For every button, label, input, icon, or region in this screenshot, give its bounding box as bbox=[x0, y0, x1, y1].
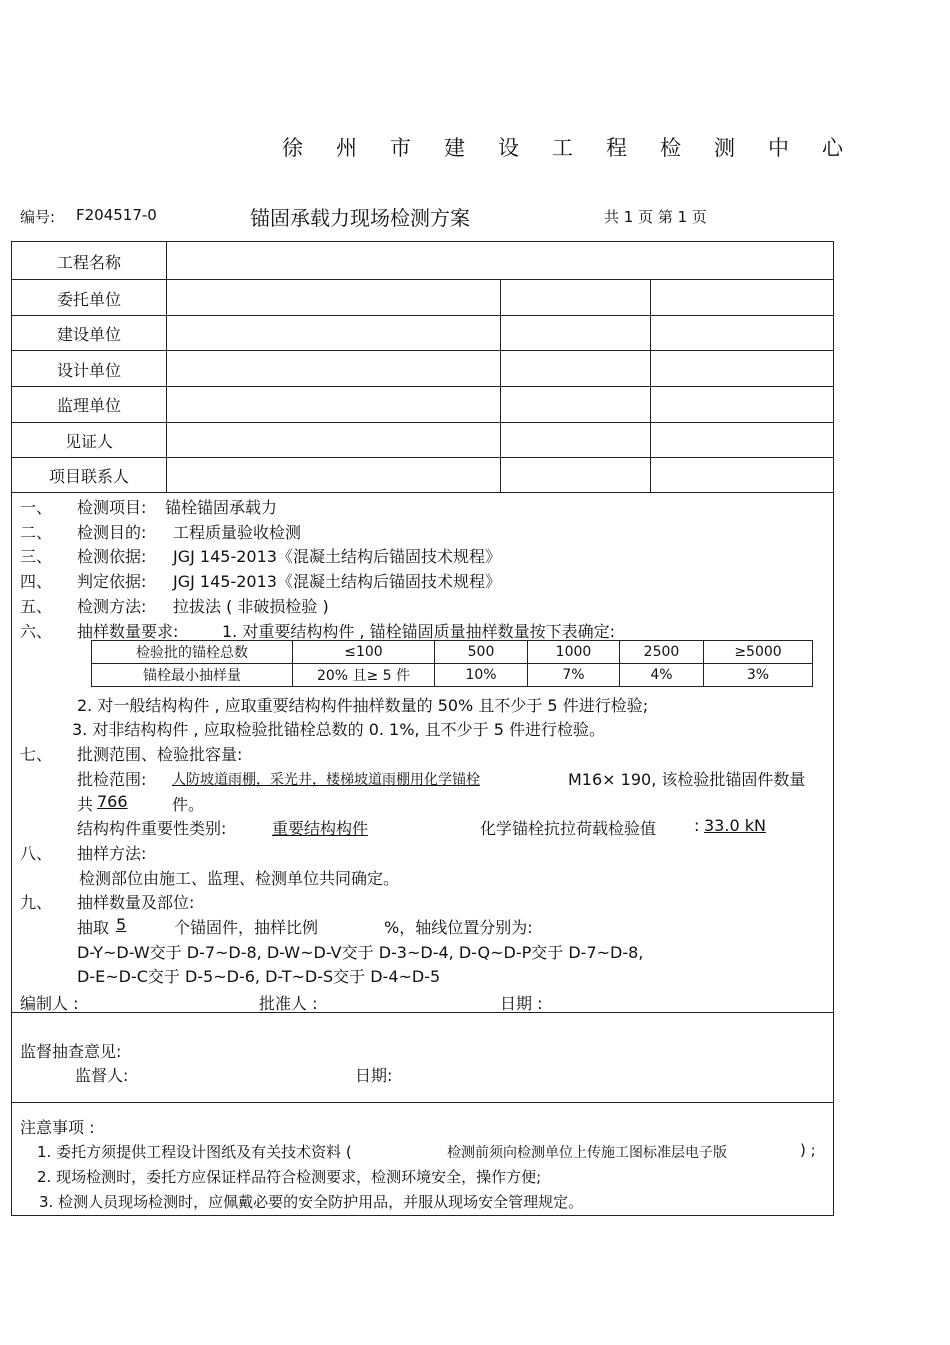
section-1-value: 锚栓锚固承载力 bbox=[165, 498, 278, 517]
section-6-label: 抽样数量要求: bbox=[77, 622, 179, 641]
sample-count-middle: 个锚固件，抽样比例 bbox=[174, 918, 319, 937]
importance-label: 结构构件重要性类别: bbox=[77, 819, 227, 838]
divider bbox=[12, 350, 833, 351]
importance-value: 重要结构构件 bbox=[272, 819, 369, 838]
sample-count-value: 5 bbox=[116, 915, 127, 934]
section-7-number: 七、 bbox=[20, 745, 53, 764]
section-1-number: 一、 bbox=[20, 498, 53, 517]
notice-item-2: 2. 现场检测时，委托方应保证样品符合检测要求，检测环境安全，操作方便; bbox=[37, 1168, 542, 1186]
editor-label: 编制人 : bbox=[20, 994, 79, 1013]
divider bbox=[12, 386, 833, 387]
divider bbox=[12, 492, 833, 493]
doc-number: F204517-0 bbox=[76, 206, 157, 224]
section-6-value: 1. 对重要结构构件 , 锚栓锚固质量抽样数量按下表确定: bbox=[222, 622, 616, 641]
section-2-value: 工程质量验收检测 bbox=[173, 523, 302, 542]
section-4-label: 判定依据: bbox=[77, 572, 147, 591]
section-5-value: 拉拔法 ( 非破损检验 ) bbox=[173, 597, 329, 616]
table-row bbox=[92, 664, 813, 687]
section-3-number: 三、 bbox=[20, 547, 53, 566]
notice-item-1: 1. 委托方须提供工程设计图纸及有关技术资料 ( bbox=[37, 1143, 352, 1161]
table-cell: 7% bbox=[528, 664, 620, 687]
page-info: 共 1 页 第 1 页 bbox=[604, 208, 707, 226]
notice-title: 注意事项 : bbox=[20, 1118, 95, 1137]
document-title: 锚固承载力现场检测方案 bbox=[250, 206, 470, 230]
section-6-item-2: 2. 对一般结构构件 , 应取重要结构构件抽样数量的 50% 且不少于 5 件进行检验; bbox=[77, 696, 649, 715]
sampling-table bbox=[91, 640, 813, 687]
anchor-total-suffix: 件。 bbox=[172, 795, 205, 814]
notice-item-3: 3. 检测人员现场检测时，应佩戴必要的安全防护用品，并服从现场安全管理规定。 bbox=[39, 1193, 584, 1211]
section-6-item-3: 3. 对非结构构件 , 应取检验批锚栓总数的 0. 1%, 且不少于 5 件进行检验。 bbox=[72, 720, 605, 739]
supervision-date-label: 日期: bbox=[355, 1066, 393, 1085]
table-cell: 4% bbox=[620, 664, 704, 687]
form-frame bbox=[11, 241, 834, 1216]
divider bbox=[12, 422, 833, 423]
divider bbox=[500, 279, 501, 492]
section-6-number: 六、 bbox=[20, 622, 53, 641]
axis-positions-line-2: D-E~D-C交于 D-5~D-6, D-T~D-S交于 D-4~D-5 bbox=[77, 967, 441, 986]
section-2-label: 检测目的: bbox=[77, 523, 147, 542]
table-cell: 检验批的锚栓总数 bbox=[92, 641, 293, 664]
info-label-contact: 项目联系人 bbox=[48, 467, 129, 486]
sample-count-prefix: 抽取 bbox=[77, 918, 110, 937]
inspection-range-label: 批检范围: bbox=[77, 770, 147, 789]
section-8-text: 检测部位由施工、监理、检测单位共同确定。 bbox=[79, 869, 400, 888]
section-8-number: 八、 bbox=[20, 844, 53, 863]
supervision-title: 监督抽查意见: bbox=[20, 1042, 122, 1061]
section-9-number: 九、 bbox=[20, 893, 53, 912]
table-cell: 3% bbox=[704, 664, 813, 687]
section-7-label: 批测范围、检验批容量: bbox=[77, 745, 243, 764]
divider bbox=[12, 457, 833, 458]
divider bbox=[650, 279, 651, 492]
section-4-number: 四、 bbox=[20, 572, 53, 591]
divider bbox=[12, 315, 833, 316]
anchor-total-value: 766 bbox=[97, 792, 128, 811]
table-cell: 2500 bbox=[620, 641, 704, 664]
table-cell: ≤100 bbox=[293, 641, 435, 664]
anchor-spec: M16× 190, 该检验批锚固件数量 bbox=[568, 770, 806, 789]
divider bbox=[166, 242, 167, 492]
doc-number-label: 编号: bbox=[20, 208, 56, 226]
anchor-total-prefix: 共 bbox=[77, 795, 94, 814]
date-label: 日期 : bbox=[500, 994, 543, 1013]
divider bbox=[12, 1012, 833, 1013]
notice-item-1-end: ) ; bbox=[800, 1141, 816, 1159]
info-label-builder: 建设单位 bbox=[56, 325, 121, 344]
section-9-label: 抽样数量及部位: bbox=[77, 893, 195, 912]
organization-name: 徐州市建设工程检测中心 bbox=[282, 136, 876, 160]
supervisor-label: 监督人: bbox=[75, 1066, 129, 1085]
sample-ratio-value bbox=[342, 915, 382, 934]
table-cell: 500 bbox=[435, 641, 528, 664]
table-cell: ≥5000 bbox=[704, 641, 813, 664]
notice-item-1-detail: 检测前须向检测单位上传施工图标准层电子版 bbox=[447, 1145, 727, 1161]
table-cell: 锚栓最小抽样量 bbox=[92, 664, 293, 687]
section-5-number: 五、 bbox=[20, 597, 53, 616]
table-cell: 20% 且≥ 5 件 bbox=[293, 664, 435, 687]
section-8-label: 抽样方法: bbox=[77, 844, 147, 863]
info-label-witness: 见证人 bbox=[64, 432, 113, 451]
load-value: 33.0 kN bbox=[704, 816, 766, 835]
table-cell: 10% bbox=[435, 664, 528, 687]
table-cell: 1000 bbox=[528, 641, 620, 664]
load-colon: : bbox=[694, 816, 700, 835]
section-4-value: JGJ 145-2013《混凝土结构后锚固技术规程》 bbox=[173, 572, 501, 591]
load-label: 化学锚栓抗拉荷载检验值 bbox=[480, 819, 657, 838]
info-label-designer: 设计单位 bbox=[56, 361, 121, 380]
section-3-label: 检测依据: bbox=[77, 547, 147, 566]
inspection-range-value: 人防坡道雨棚，采光井，楼梯坡道雨棚用化学锚栓 bbox=[172, 772, 480, 788]
divider bbox=[12, 1102, 833, 1103]
info-label-project: 工程名称 bbox=[56, 253, 121, 272]
section-5-label: 检测方法: bbox=[77, 597, 147, 616]
info-label-client: 委托单位 bbox=[56, 290, 121, 309]
sample-count-suffix: %，轴线位置分别为: bbox=[384, 918, 533, 937]
axis-positions-line-1: D-Y~D-W交于 D-7~D-8, D-W~D-V交于 D-3~D-4, D-Q~D-P交于 D-7~D-8, bbox=[77, 943, 644, 962]
section-1-label: 检测项目: bbox=[77, 498, 147, 517]
section-2-number: 二、 bbox=[20, 523, 53, 542]
section-3-value: JGJ 145-2013《混凝土结构后锚固技术规程》 bbox=[173, 547, 501, 566]
approver-label: 批准人 : bbox=[259, 994, 318, 1013]
table-row bbox=[92, 641, 813, 664]
divider bbox=[12, 279, 833, 280]
info-label-supervisor: 监理单位 bbox=[56, 396, 121, 415]
